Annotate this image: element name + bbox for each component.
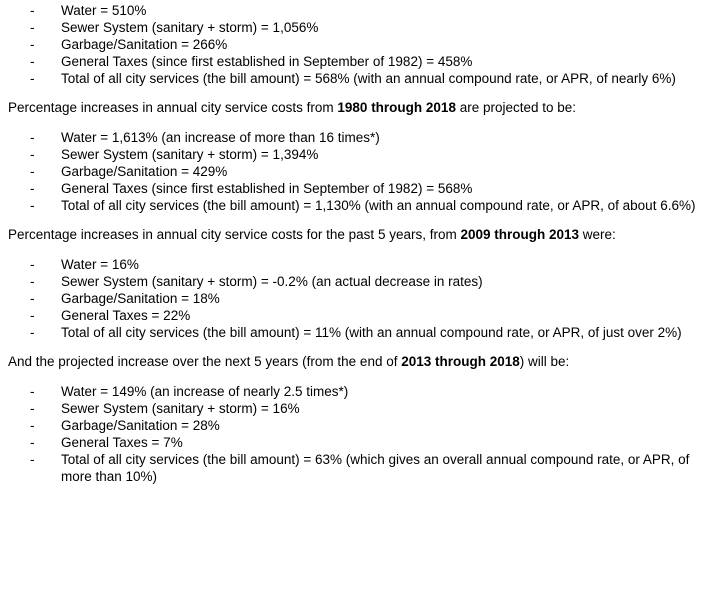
list-item-text: Total of all city services (the bill amount) = 1,130% (with an annual compound rate, or APR, of about 6.6%) <box>61 198 696 213</box>
paragraph-text: ) will be: <box>519 354 570 369</box>
list-section-3 <box>8 256 718 341</box>
dash-bullet: - <box>30 257 35 272</box>
list-item-text: Sewer System (sanitary + storm) = 16% <box>61 401 300 416</box>
list-item <box>8 307 718 324</box>
list-item <box>8 273 718 290</box>
list-item <box>8 129 718 146</box>
dash-bullet: - <box>30 274 35 289</box>
list-item <box>8 417 718 434</box>
list-item-text: Sewer System (sanitary + storm) = 1,394% <box>61 147 319 162</box>
dash-bullet: - <box>30 418 35 433</box>
dash-bullet: - <box>30 384 35 399</box>
dash-bullet: - <box>30 3 35 18</box>
list-item <box>8 180 718 197</box>
list-section-2 <box>8 129 718 214</box>
dash-bullet: - <box>30 401 35 416</box>
list-item <box>8 290 718 307</box>
list-item <box>8 451 718 485</box>
list-section-4 <box>8 383 718 485</box>
list-item <box>8 324 718 341</box>
dash-bullet: - <box>30 435 35 450</box>
list-item <box>8 146 718 163</box>
dash-bullet: - <box>30 54 35 69</box>
list-item-text: Garbage/Sanitation = 266% <box>61 37 228 52</box>
paragraph-bold-range: 2009 through 2013 <box>460 227 580 242</box>
list-item-text: Water = 16% <box>61 257 139 272</box>
list-item <box>8 400 718 417</box>
list-section-1 <box>8 2 718 87</box>
dash-bullet: - <box>30 325 35 340</box>
paragraph-text: And the projected increase over the next 5 years (from the end of <box>8 354 402 369</box>
list-item-text: General Taxes = 22% <box>61 308 191 323</box>
dash-bullet: - <box>30 291 35 306</box>
list-item-text: Total of all city services (the bill amount) = 568% (with an annual compound rate, or APR, of nearly 6%) <box>61 71 676 86</box>
paragraph-text: Percentage increases in annual city service costs from <box>8 100 338 115</box>
dash-bullet: - <box>30 198 35 213</box>
paragraph-2013-2018 <box>8 353 718 370</box>
dash-bullet: - <box>30 181 35 196</box>
paragraph-bold-range: 1980 through 2018 <box>337 100 456 115</box>
list-item <box>8 70 718 87</box>
list-item-text: Water = 1,613% (an increase of more than 16 times*) <box>61 130 380 145</box>
list-item-text: Garbage/Sanitation = 429% <box>61 164 228 179</box>
list-item <box>8 163 718 180</box>
paragraph-text: Percentage increases in annual city service costs for the past 5 years, from <box>8 227 461 242</box>
list-item <box>8 19 718 36</box>
dash-bullet: - <box>30 147 35 162</box>
list-item <box>8 434 718 451</box>
paragraph-1980-2018 <box>8 99 718 116</box>
list-item-text: Total of all city services (the bill amount) = 11% (with an annual compound rate, or APR, of just over 2%) <box>61 325 682 340</box>
list-item-text: Water = 149% (an increase of nearly 2.5 times*) <box>61 384 349 399</box>
dash-bullet: - <box>30 452 35 467</box>
list-item-text: Sewer System (sanitary + storm) = -0.2% (an actual decrease in rates) <box>61 274 483 289</box>
dash-bullet: - <box>30 37 35 52</box>
paragraph-2009-2013 <box>8 226 718 243</box>
list-item <box>8 53 718 70</box>
dash-bullet: - <box>30 71 35 86</box>
paragraph-text: are projected to be: <box>455 100 577 115</box>
dash-bullet: - <box>30 308 35 323</box>
paragraph-bold-range: 2013 through 2018 <box>401 354 520 369</box>
list-item-text: Garbage/Sanitation = 28% <box>61 418 220 433</box>
list-item <box>8 2 718 19</box>
list-item <box>8 36 718 53</box>
list-item-text: General Taxes = 7% <box>61 435 183 450</box>
list-item-text: Garbage/Sanitation = 18% <box>61 291 220 306</box>
dash-bullet: - <box>30 20 35 35</box>
list-item-text: Water = 510% <box>61 3 147 18</box>
list-item-text: General Taxes (since first established in September of 1982) = 458% <box>61 54 473 69</box>
list-item-text: General Taxes (since first established in September of 1982) = 568% <box>61 181 473 196</box>
dash-bullet: - <box>30 164 35 179</box>
list-item <box>8 197 718 214</box>
list-item-text: Sewer System (sanitary + storm) = 1,056% <box>61 20 319 35</box>
dash-bullet: - <box>30 130 35 145</box>
list-item <box>8 256 718 273</box>
list-item-text: Total of all city services (the bill amount) = 63% (which gives an overall annual compound rate, or APR, of more than 10%) <box>61 452 690 484</box>
list-item <box>8 383 718 400</box>
paragraph-text: were: <box>579 227 616 242</box>
